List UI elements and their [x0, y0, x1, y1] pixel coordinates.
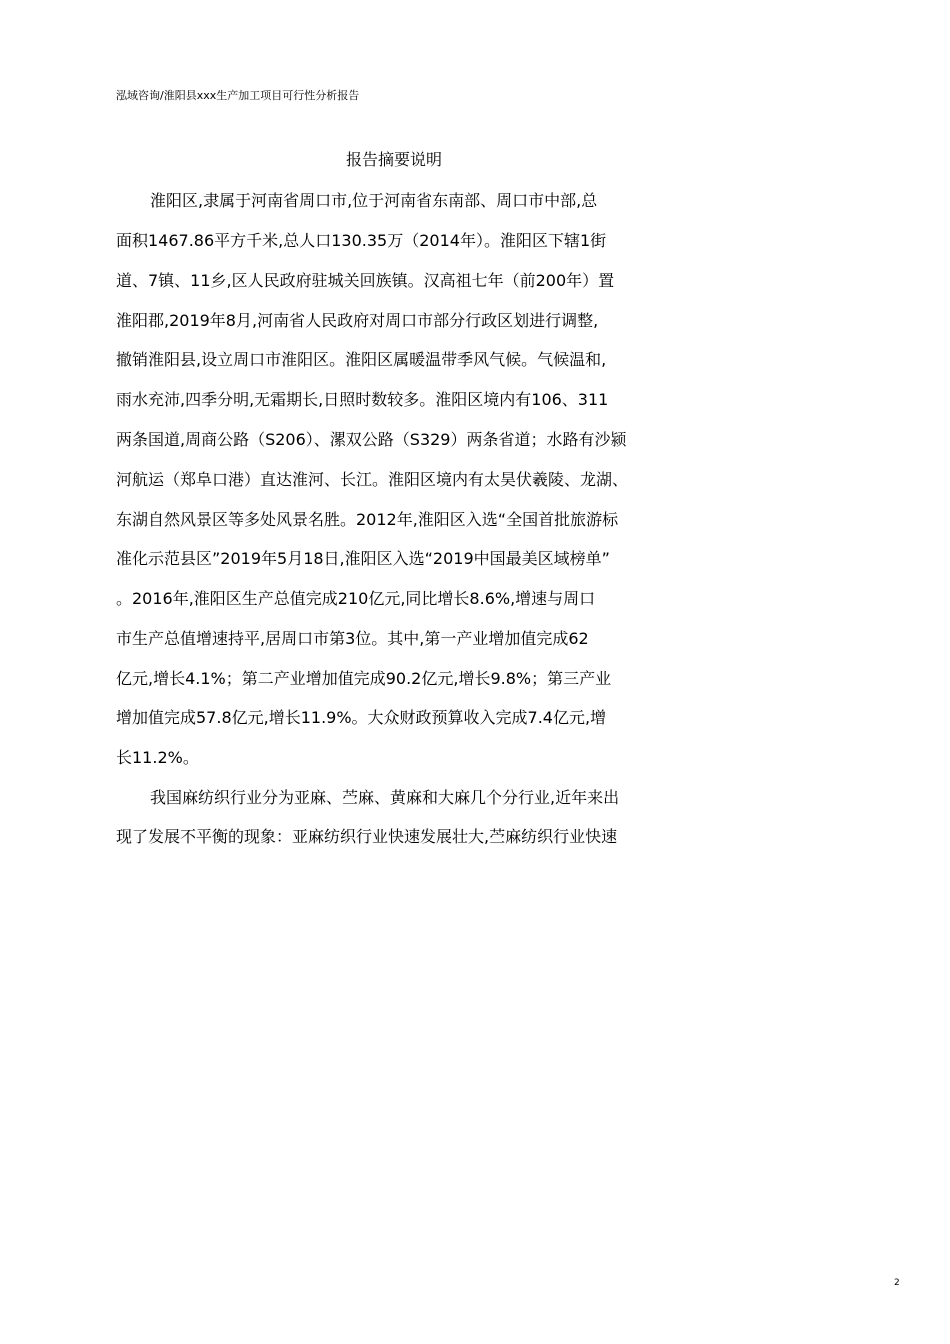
paragraph-line: 河航运（郑阜口港）直达淮河、长江。淮阳区境内有太昊伏羲陵、龙湖、: [116, 470, 629, 489]
paragraph-line: 长11.2%。: [116, 748, 199, 767]
paragraph-line: 东湖自然风景区等多处风景名胜。2012年,淮阳区入选“全国首批旅游标: [116, 510, 619, 529]
paragraph-line: 现了发展不平衡的现象：亚麻纺织行业快速发展壮大,苎麻纺织行业快速: [116, 827, 618, 846]
paragraph-line: 准化示范县区”2019年5月18日,淮阳区入选“2019中国最美区域榜单”: [116, 549, 610, 568]
paragraph-line: 撤销淮阳县,设立周口市淮阳区。淮阳区属暖温带季风气候。气候温和,: [116, 350, 607, 369]
section-title: 报告摘要说明: [345, 150, 442, 169]
paragraph-line: 面积1467.86平方千米,总人口130.35万（2014年）。淮阳区下辖1街: [116, 231, 607, 250]
paragraph-line: 我国麻纺织行业分为亚麻、苎麻、黄麻和大麻几个分行业,近年来出: [150, 788, 620, 807]
paragraph-line: 淮阳区,隶属于河南省周口市,位于河南省东南部、周口市中部,总: [150, 191, 598, 210]
paragraph-line: 两条国道,周商公路（S206）、漯双公路（S329）两条省道；水路有沙颍: [116, 430, 627, 449]
paragraph-line: 增加值完成57.8亿元,增长11.9%。大众财政预算收入完成7.4亿元,增: [116, 708, 607, 727]
paragraph-line: 。2016年,淮阳区生产总值完成210亿元,同比增长8.6%,增速与周口: [116, 589, 596, 608]
paragraph-line: 市生产总值增速持平,居周口市第3位。其中,第一产业增加值完成62: [116, 629, 589, 648]
page-number: 2: [894, 1278, 900, 1288]
paragraph-line: 淮阳郡,2019年8月,河南省人民政府对周口市部分行政区划进行调整,: [116, 311, 599, 330]
paragraph-line: 道、7镇、11乡,区人民政府驻城关回族镇。汉高祖七年（前200年）置: [116, 271, 615, 290]
paragraph-line: 雨水充沛,四季分明,无霜期长,日照时数较多。淮阳区境内有106、311: [116, 390, 609, 409]
paragraph-line: 亿元,增长4.1%；第二产业增加值完成90.2亿元,增长9.8%；第三产业: [116, 669, 612, 688]
running-header: 泓域咨询/淮阳县xxx生产加工项目可行性分析报告: [116, 89, 360, 102]
